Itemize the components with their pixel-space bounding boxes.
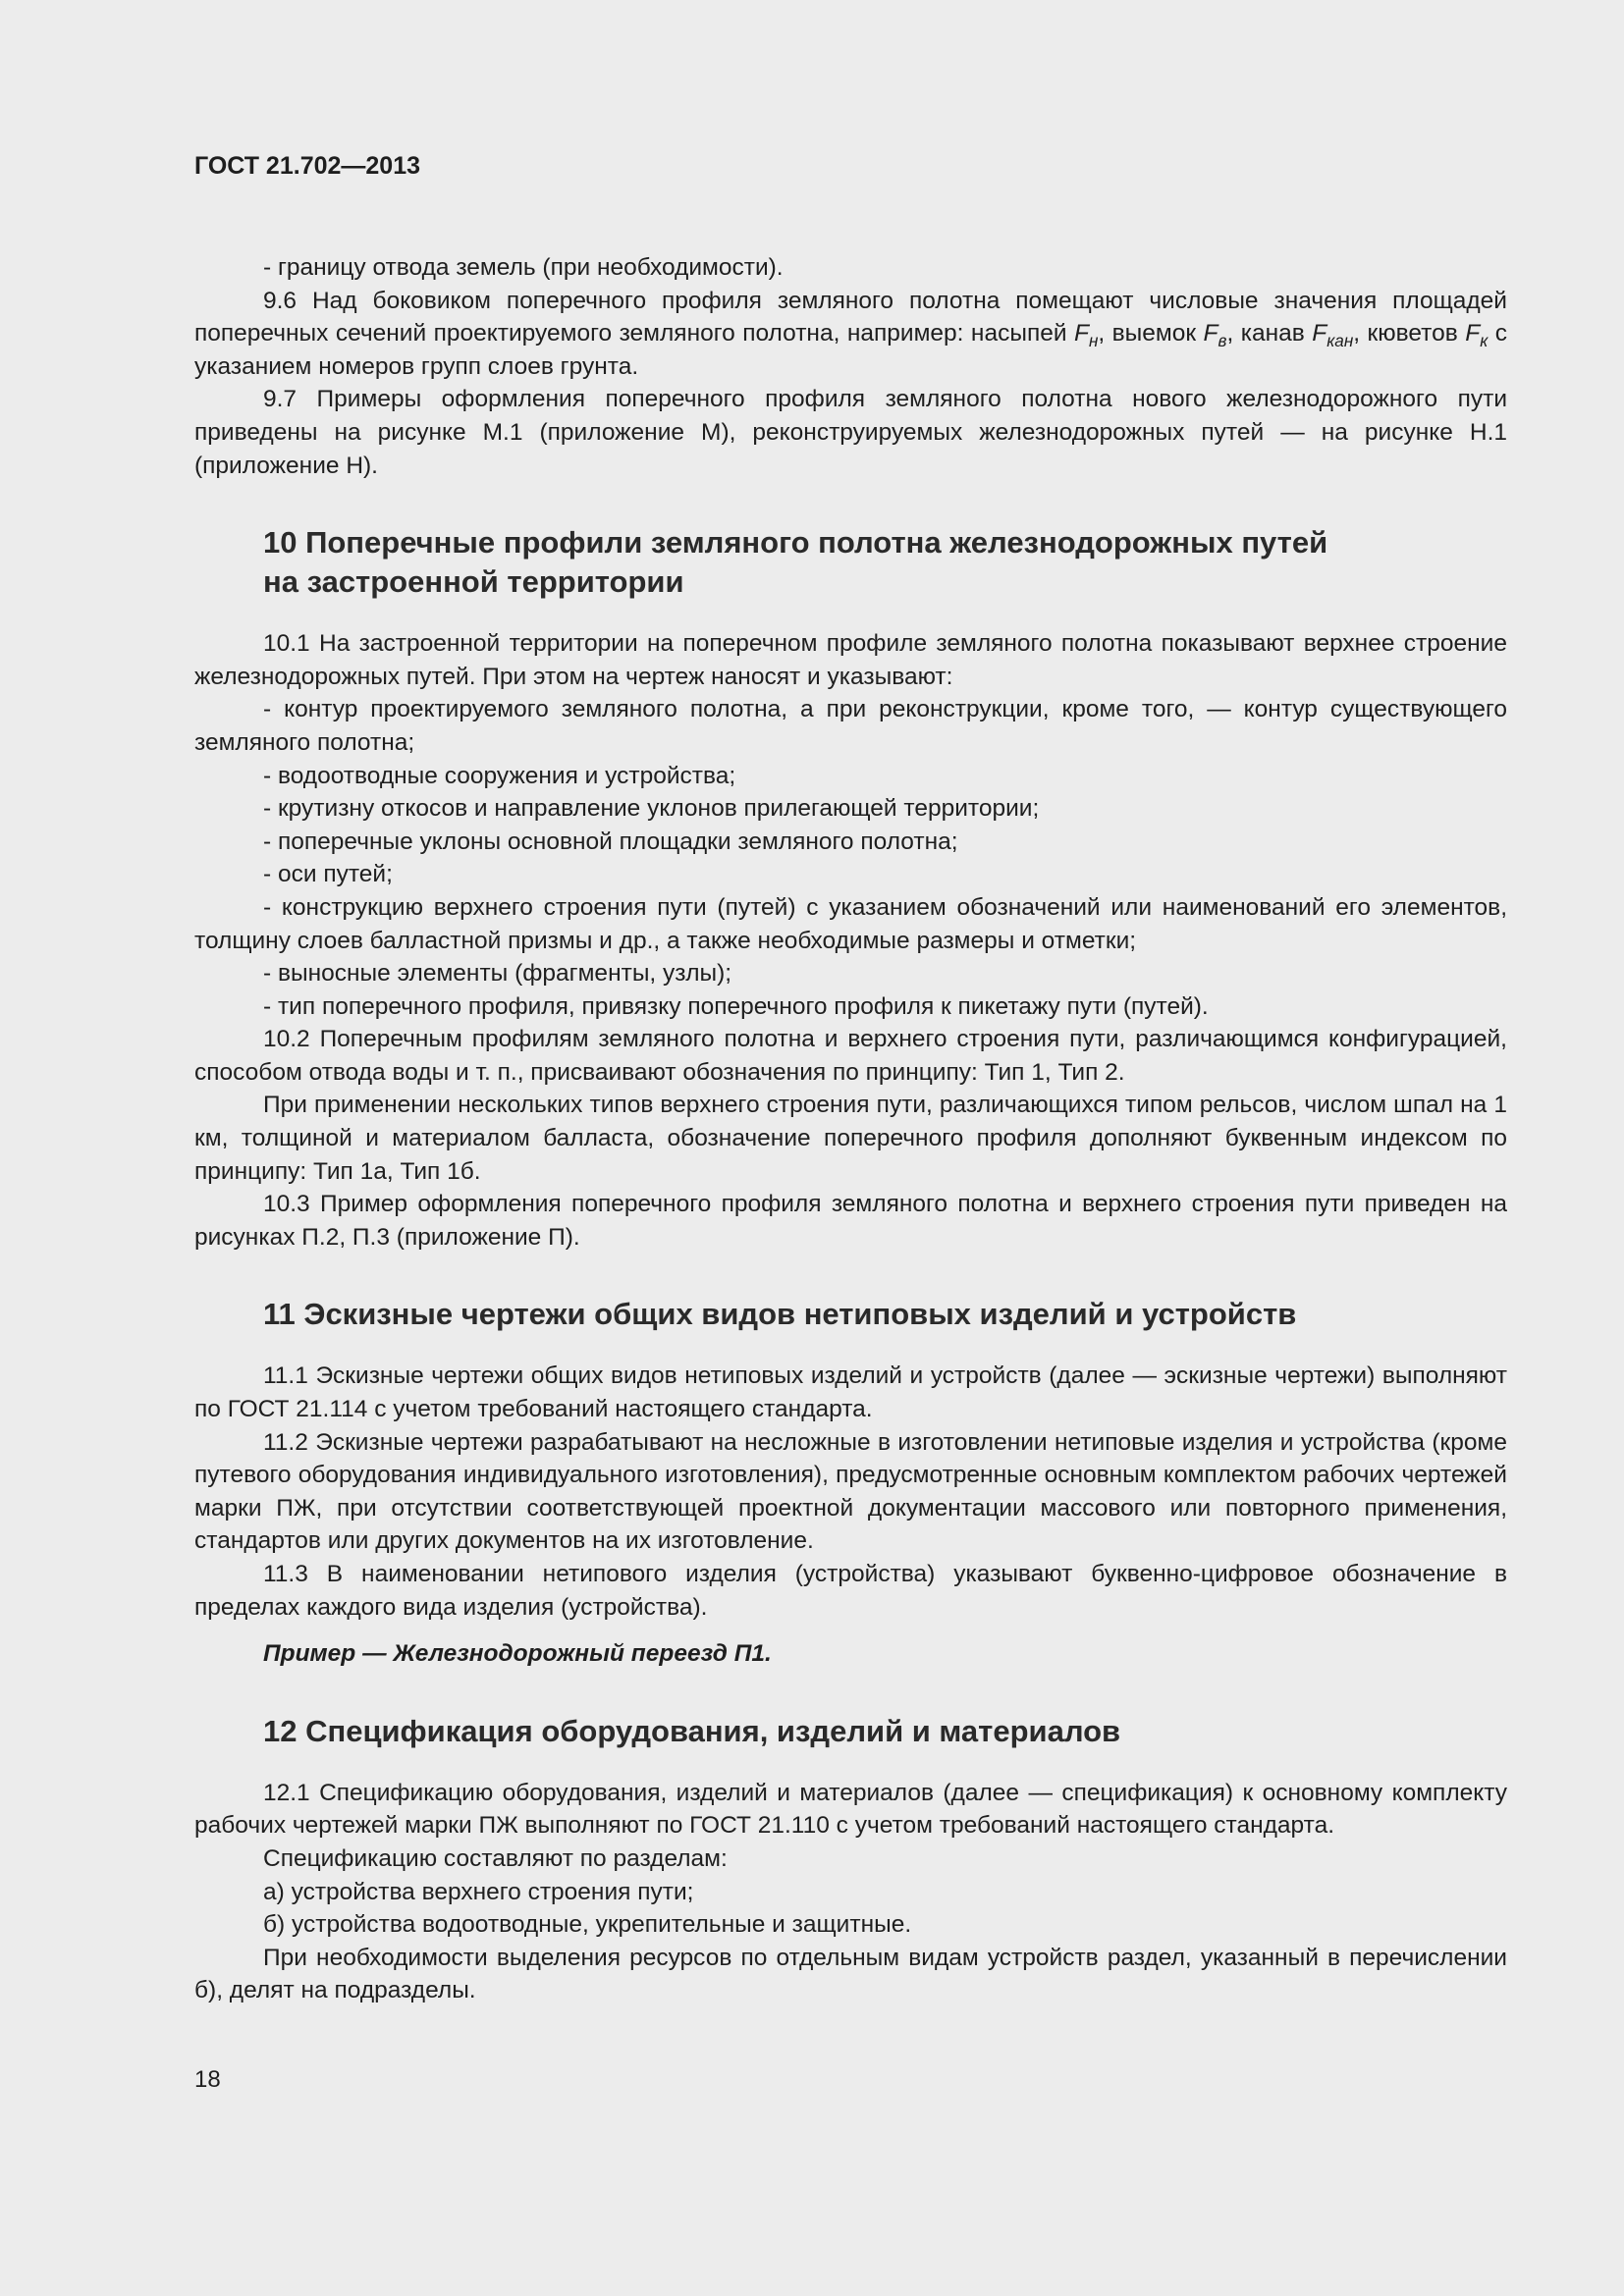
- paragraph-9-6: [194, 285, 1507, 384]
- list-item: а) устройства верхнего строения пути;: [263, 1878, 694, 1905]
- formula-symbol: F: [1203, 320, 1218, 347]
- subscript: в: [1218, 331, 1227, 351]
- list-item: - оси путей;: [263, 861, 393, 888]
- paragraph-11-3: 11.3 В наименовании нетипового изделия (устройства) указывают буквенно-цифровое обозначение в пределах каждого вида изделия (устройства).: [194, 1561, 1507, 1621]
- paragraph: При необходимости выделения ресурсов по отдельным видам устройств раздел, указанный в перечислении б), делят на подразделы.: [194, 1944, 1507, 2004]
- section-12-heading: 12 Спецификация оборудования, изделий и материалов: [263, 1713, 1121, 1748]
- heading-line: на застроенной территории: [263, 564, 684, 600]
- list-item: - контур проектируемого земляного полотна, а при реконструкции, кроме того, — контур существующего земляного полотна;: [194, 696, 1507, 756]
- document-header: ГОСТ 21.702—2013: [194, 152, 421, 180]
- text-span: 9.6 Над боковиком поперечного профиля земляного полотна помещают числовые значения площадей поперечных сечений проектируемого земляного полотна, например: насыпей: [194, 287, 1507, 347]
- list-item: - крутизну откосов и направление уклонов прилегающей территории;: [263, 795, 1040, 823]
- formula-symbol: F: [1312, 320, 1327, 347]
- paragraph-10-2: 10.2 Поперечным профилям земляного полотна и верхнего строения пути, различающимся конфигурацией, способом отвода воды и т. п., присваивают обозначения по принципу: Тип 1, Тип 2.: [194, 1026, 1507, 1086]
- paragraph-10-1: 10.1 На застроенной территории на поперечном профиле земляного полотна показывают верхнее строение железнодорожных путей. При этом на чертеж наносят и указывают:: [194, 630, 1507, 690]
- paragraph-12-1: 12.1 Спецификацию оборудования, изделий и материалов (далее — спецификация) к основному комплекту рабочих чертежей марки ПЖ выполняют по ГОСТ 21.110 с учетом требований настоящего стандарта.: [194, 1779, 1507, 1840]
- paragraph-10-3: 10.3 Пример оформления поперечного профиля земляного полотна и верхнего строения пути приведен на рисунках П.2, П.3 (приложение П).: [194, 1191, 1507, 1251]
- subscript: н: [1088, 331, 1099, 351]
- list-item: - конструкцию верхнего строения пути (путей) с указанием обозначений или наименований его элементов, толщину слоев балластной призмы и др., а также необходимые размеры и отметки;: [194, 893, 1507, 954]
- list-item: - тип поперечного профиля, привязку поперечного профиля к пикетажу пути (путей).: [263, 992, 1209, 1020]
- paragraph-11-1: 11.1 Эскизные чертежи общих видов нетиповых изделий и устройств (далее — эскизные чертежи) выполняют по ГОСТ 21.114 с учетом требований настоящего стандарта.: [194, 1362, 1507, 1423]
- list-item: - границу отвода земель (при необходимости).: [263, 254, 784, 281]
- paragraph: При применении нескольких типов верхнего строения пути, различающихся типом рельсов, числом шпал на 1 км, толщиной и материалом балласта, обозначение поперечного профиля дополняют буквенным индексом по принципу: Тип 1а, Тип 1б.: [194, 1092, 1507, 1185]
- paragraph-11-2: 11.2 Эскизные чертежи разрабатывают на несложные в изготовлении нетиповые изделия и устройства (кроме путевого оборудования индивидуального изготовления), предусмотренные основным комплектом рабочих чертежей марки ПЖ, при отсутствии соответствующей проектной документации массового или повторного применения, стандартов или других документов на их изготовление.: [194, 1428, 1507, 1555]
- subscript: к: [1480, 331, 1489, 351]
- example-note: Пример — Железнодорожный переезд П1.: [263, 1640, 772, 1668]
- formula-symbol: F: [1465, 320, 1481, 347]
- page-number: 18: [194, 2066, 221, 2093]
- heading-line: 10 Поперечные профили земляного полотна железнодорожных путей: [263, 525, 1328, 561]
- text-span: , выемок: [1098, 320, 1204, 347]
- page-content: [194, 137, 1507, 2007]
- paragraph: Спецификацию составляют по разделам:: [263, 1844, 728, 1872]
- text-span: , кюветов: [1353, 320, 1466, 347]
- section-10-heading: [263, 523, 1507, 602]
- list-item: - поперечные уклоны основной площадки земляного полотна;: [263, 828, 958, 855]
- list-item: б) устройства водоотводные, укрепительные и защитные.: [263, 1911, 912, 1939]
- paragraph-9-7: 9.7 Примеры оформления поперечного профиля земляного полотна нового железнодорожного пути приведены на рисунке М.1 (приложение М), реконструируемых железнодорожных путей — на рисунке Н.1 (приложение Н).: [194, 386, 1507, 479]
- formula-symbol: F: [1073, 320, 1089, 347]
- subscript: кан: [1326, 331, 1354, 351]
- section-11-heading: 11 Эскизные чертежи общих видов нетиповых изделий и устройств: [263, 1297, 1297, 1332]
- text-span: , канав: [1226, 320, 1313, 347]
- text-span: с указанием номеров групп слоев грунта.: [194, 320, 1507, 380]
- list-item: - водоотводные сооружения и устройства;: [263, 762, 736, 789]
- list-item: - выносные элементы (фрагменты, узлы);: [263, 960, 732, 988]
